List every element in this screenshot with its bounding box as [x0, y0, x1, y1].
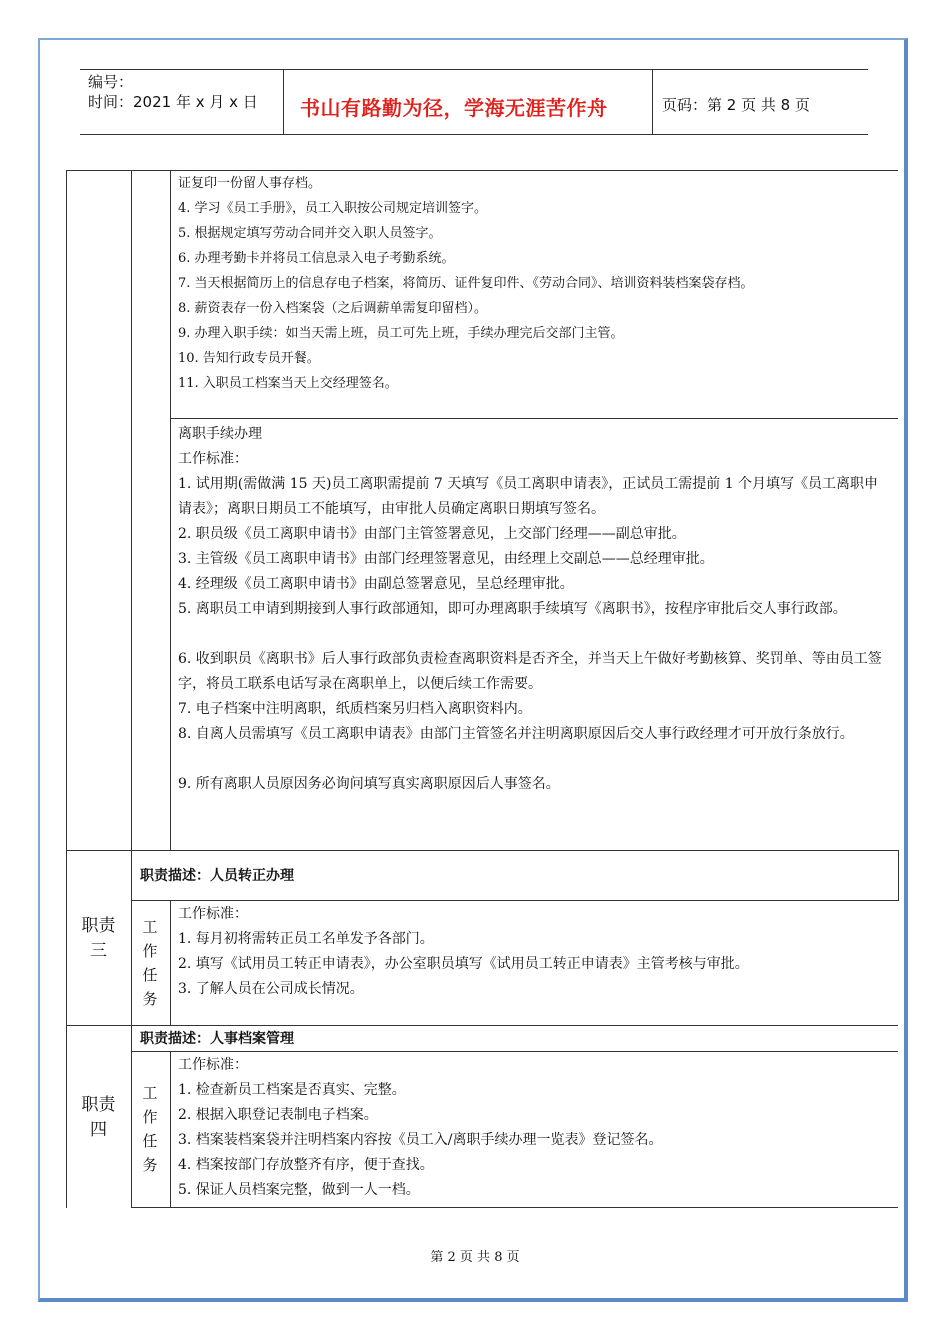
row-rule: [66, 1025, 898, 1026]
list-item: 3. 档案装档案袋并注明档案内容按《员工入/离职手续办理一览表》登记签名。: [178, 1132, 663, 1148]
list-item: 4. 学习《员工手册》，员工入职按公司规定培训签字。: [178, 201, 488, 216]
task-label-char: 务: [142, 990, 158, 1008]
list-item: 9. 办理入职手续：如当天需上班，员工可先上班，手续办理完后交部门主管。: [178, 326, 624, 341]
list-item: 8. 薪资表存一份入档案袋（之后调薪单需复印留档）。: [178, 301, 488, 316]
page-info: 页码：第 2 页 共 8 页: [662, 96, 810, 114]
duty-label-line: 四: [90, 1120, 107, 1140]
list-item: 4. 经理级《员工离职申请书》由副总签署意见，呈总经理审批。: [178, 576, 574, 592]
list-item: 6. 办理考勤卡并将员工信息录入电子考勤系统。: [178, 251, 455, 266]
task-label-char: 工: [142, 1084, 158, 1102]
duty-label: [66, 914, 131, 964]
list-item: 1. 检查新员工档案是否真实、完整。: [178, 1082, 406, 1098]
task-label-char: 作: [142, 1108, 158, 1126]
column-rule: [170, 170, 171, 850]
task-label-char: 工: [142, 918, 158, 936]
duty-label-line: 职责: [81, 1095, 116, 1115]
doc-number-label: 编号：: [88, 73, 134, 91]
list-item: 2. 职员级《员工离职申请书》由部门主管签署意见，上交部门经理——副总审批。: [178, 526, 686, 542]
list-item: 5. 保证人员档案完整，做到一人一档。: [178, 1182, 420, 1198]
header-motto: 书山有路勤为径，学海无涯苦作舟: [300, 96, 608, 120]
header-divider: [283, 70, 284, 135]
task-label-char: 任: [142, 966, 158, 984]
column-rule: [131, 170, 132, 850]
duty-label: [66, 1093, 131, 1143]
duty-description: 职责描述：人事档案管理: [140, 1031, 294, 1047]
list-item: 证复印一份留人事存档。: [178, 176, 322, 191]
task-label-char: 务: [142, 1156, 158, 1174]
header-bottom-rule: [80, 134, 868, 135]
duty-description: 职责描述：人员转正办理: [140, 868, 294, 884]
row-rule: [170, 418, 898, 419]
list-item: 8. 自离人员需填写《员工离职申请表》由部门主管签名并注明离职原因后交人事行政经理才可开放行条放行。: [178, 726, 854, 742]
list-item: 2. 填写《试用员工转正申请表》，办公室职员填写《试用员工转正申请表》主管考核与审批。: [178, 956, 749, 972]
list-item: 6. 收到职员《离职书》后人事行政部负责检查离职资料是否齐全，并当天上午做好考勤核算、奖罚单、等由员工签字，将员工联系电话写录在离职单上，以便后续工作需要。: [178, 651, 882, 692]
task-label: [140, 915, 160, 1011]
task-label: [140, 1081, 160, 1177]
list-item: 5. 根据规定填写劳动合同并交入职人员签字。: [178, 226, 442, 241]
standard-label: 工作标准：: [178, 1057, 248, 1073]
list-item: 11. 入职员工档案当天上交经理签名。: [178, 376, 398, 391]
section-title: 离职手续办理: [178, 426, 262, 442]
list-item: 3. 主管级《员工离职申请书》由部门经理签署意见，由经理上交副总——总经理审批。: [178, 551, 714, 567]
list-item: 4. 档案按部门存放整齐有序，便于查找。: [178, 1157, 434, 1173]
column-rule: [131, 850, 132, 1208]
task-label-char: 任: [142, 1132, 158, 1150]
list-item: 7. 当天根据简历上的信息存电子档案，将简历、证件复印件、《劳动合同》、培训资料装档案袋存档。: [178, 276, 754, 291]
header-divider: [652, 70, 653, 135]
row-rule: [131, 900, 898, 901]
list-item: 10. 告知行政专员开餐。: [178, 351, 320, 366]
header-top-rule: [80, 69, 868, 70]
column-rule: [898, 850, 899, 901]
list-item: 3. 了解人员在公司成长情况。: [178, 981, 364, 997]
list-item: 2. 根据入职登记表制电子档案。: [178, 1107, 378, 1123]
doc-time-label: 时间：2021 年 x 月 x 日: [88, 93, 258, 111]
standard-label: 工作标准：: [178, 451, 248, 467]
list-item: 1. 每月初将需转正员工名单发予各部门。: [178, 931, 434, 947]
column-rule: [170, 1051, 171, 1208]
page-footer: 第 2 页 共 8 页: [430, 1250, 520, 1265]
list-item: 1. 试用期(需做满 15 天)员工离职需提前 7 天填写《员工离职申请表》，正试员工需提前 1 个月填写《员工离职申请表》；离职日期员工不能填写，由审批人员确定离职日期填写签名。: [178, 476, 879, 517]
standard-label: 工作标准：: [178, 906, 248, 922]
task-label-char: 作: [142, 942, 158, 960]
column-rule: [170, 900, 171, 1025]
list-item: 5. 离职员工申请到期接到人事行政部通知，即可办理离职手续填写《离职书》，按程序审批后交人事行政部。: [178, 601, 847, 617]
table-bottom-rule: [131, 1207, 898, 1208]
list-item: 7. 电子档案中注明离职，纸质档案另归档入离职资料内。: [178, 701, 532, 717]
row-rule: [66, 850, 898, 851]
table-left-rule: [66, 170, 67, 1208]
duty-label-line: 职责: [81, 916, 116, 936]
list-item: 9. 所有离职人员原因务必询问填写真实离职原因后人事签名。: [178, 776, 560, 792]
duty-label-line: 三: [90, 941, 107, 961]
